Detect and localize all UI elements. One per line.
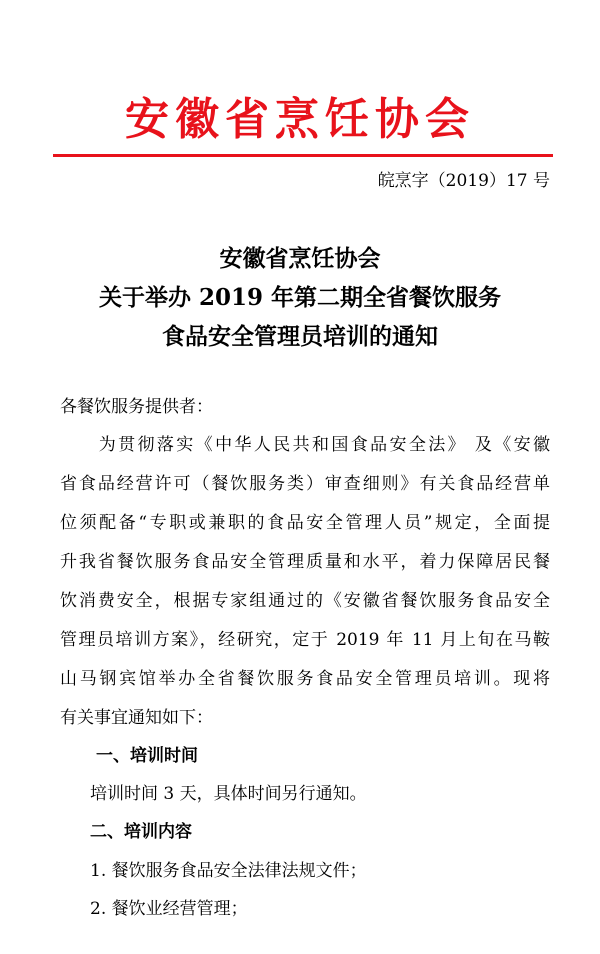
- paragraph-line: 有关事宜通知如下：: [60, 708, 213, 728]
- title-line-3: 食品安全管理员培训的通知: [162, 323, 438, 350]
- paragraph-line: 饮消费安全，根据专家组通过的《安徽省餐饮服务食品安全: [60, 591, 550, 611]
- paragraph-line: 位须配备“专职或兼职的食品安全管理人员”规定，全面提: [60, 513, 550, 533]
- paragraph-line: 管理员培训方案》，经研究，定于 2019 年 11 月上旬在马鞍: [60, 630, 550, 650]
- paragraph-line: 山马钢宾馆举办全省餐饮服务食品安全管理员培训。现将: [60, 669, 550, 689]
- organization-header: 安徽省烹饪协会: [125, 94, 475, 145]
- salutation: 各餐饮服务提供者：: [60, 397, 213, 417]
- section-heading-training-content: 二、培训内容: [90, 822, 192, 842]
- paragraph-line: 升我省餐饮服务食品安全管理质量和水平，着力保障居民餐: [60, 552, 550, 572]
- title-line-1: 安徽省烹饪协会: [219, 245, 381, 272]
- document-number: 皖烹字（2019）17 号: [377, 171, 550, 191]
- paragraph-line: 为贯彻落实《中华人民共和国食品安全法》 及《安徽: [60, 435, 550, 455]
- list-item: 2. 餐饮业经营管理；: [90, 899, 248, 919]
- section-text-training-time: 培训时间 3 天，具体时间另行通知。: [90, 784, 367, 804]
- title-line-2: 关于举办 2019 年第二期全省餐饮服务: [98, 284, 502, 311]
- header-red-rule: [53, 154, 553, 157]
- paragraph-line: 省食品经营许可（餐饮服务类）审查细则》有关食品经营单: [60, 474, 550, 494]
- list-item: 1. 餐饮服务食品安全法律法规文件；: [90, 861, 367, 881]
- section-heading-training-time: 一、培训时间: [96, 746, 198, 766]
